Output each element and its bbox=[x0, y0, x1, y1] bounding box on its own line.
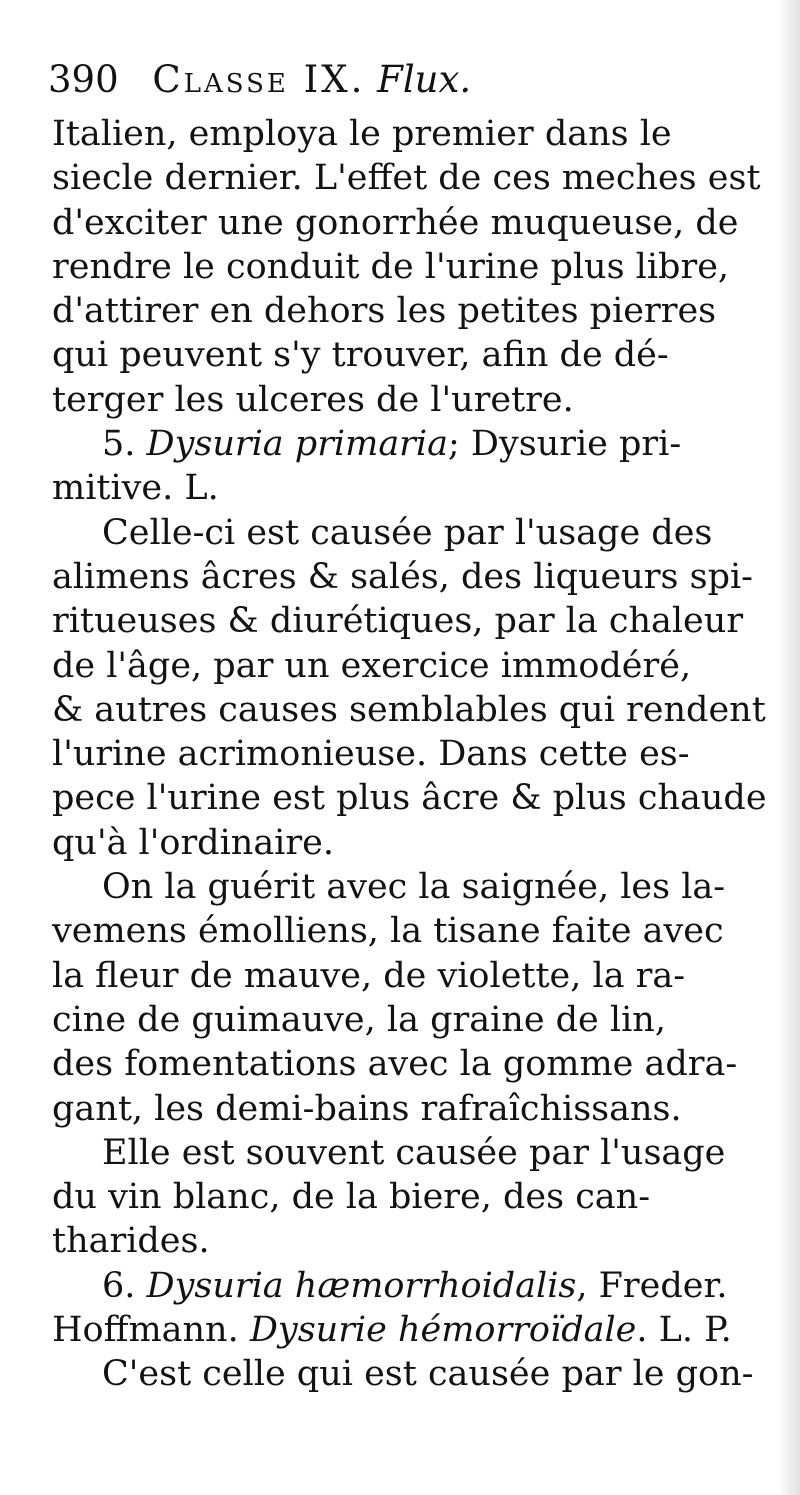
text-line: mitive. L. bbox=[52, 468, 219, 509]
text-line: siecle dernier. L'effet de ces meches est bbox=[52, 158, 761, 199]
text-line: Elle est souvent causée par l'usage bbox=[102, 1132, 726, 1173]
text-line: gant, les demi-bains rafraîchissans. bbox=[52, 1088, 682, 1129]
text-line: l'urine acrimonieuse. Dans cette es- bbox=[52, 734, 690, 775]
entry-heading-5 bbox=[52, 422, 762, 466]
body-text bbox=[52, 112, 767, 1397]
text-line: d'attirer en dehors les petites pierres bbox=[52, 291, 717, 332]
entry-number: 6. bbox=[102, 1265, 136, 1306]
text-line: qu'à l'ordinaire. bbox=[52, 822, 334, 863]
text-line: On la guérit avec la saignée, les la- bbox=[102, 867, 726, 908]
text-line: la fleur de mauve, de violette, la ra- bbox=[52, 955, 686, 996]
section-label: Flux. bbox=[377, 58, 472, 101]
text-line: d'exciter une gonorrhée muqueuse, de bbox=[52, 202, 739, 243]
running-header bbox=[48, 58, 760, 102]
entry-number: 5. bbox=[102, 424, 136, 465]
text-line: Italien, employa le premier dans le bbox=[52, 114, 672, 154]
text-line: cine de guimauve, la graine de lin, bbox=[52, 999, 666, 1040]
text-line: tharides. bbox=[52, 1221, 210, 1262]
text-line: terger les ulceres de l'uretre. bbox=[52, 379, 574, 420]
text-line: qui peuvent s'y trouver, afin de dé- bbox=[52, 335, 669, 376]
text-line: Celle-ci est causée par l'usage des bbox=[102, 512, 713, 553]
text-line: alimens âcres & salés, des liqueurs spi- bbox=[52, 556, 754, 597]
entry-rest: , Freder. bbox=[576, 1265, 728, 1306]
text-line: pece l'urine est plus âcre & plus chaude bbox=[52, 778, 767, 819]
entry-heading-6-cont bbox=[52, 1308, 762, 1352]
entry-rest: ; Dysurie pri- bbox=[447, 424, 682, 465]
text-line: & autres causes semblables qui rendent bbox=[52, 689, 766, 730]
entry-heading-6 bbox=[52, 1264, 762, 1308]
author-name: Hoffmann. bbox=[52, 1310, 250, 1351]
text-line: du vin blanc, de la biere, des can- bbox=[52, 1177, 651, 1218]
text-line: des fomentations avec la gomme adra- bbox=[52, 1044, 738, 1085]
latin-term: Dysuria hæmorrhoidalis bbox=[146, 1265, 577, 1306]
text-line: C'est celle qui est causée par le gon- bbox=[102, 1354, 754, 1395]
text-line: de l'âge, par un exercice immodéré, bbox=[52, 645, 692, 686]
latin-term: Dysuria primaria bbox=[146, 424, 448, 465]
text-line: ritueuses & diurétiques, par la chaleur bbox=[52, 601, 744, 642]
entry-rest: . L. P. bbox=[636, 1310, 732, 1351]
text-line: vemens émolliens, la tisane faite avec bbox=[52, 911, 724, 952]
text-line: rendre le conduit de l'urine plus libre, bbox=[52, 246, 730, 287]
page-number: 390 bbox=[48, 58, 119, 101]
french-term: Dysurie hémorroïdale bbox=[249, 1310, 637, 1351]
page-edge-shadow bbox=[778, 0, 800, 1495]
class-label: Classe IX. bbox=[152, 58, 366, 101]
